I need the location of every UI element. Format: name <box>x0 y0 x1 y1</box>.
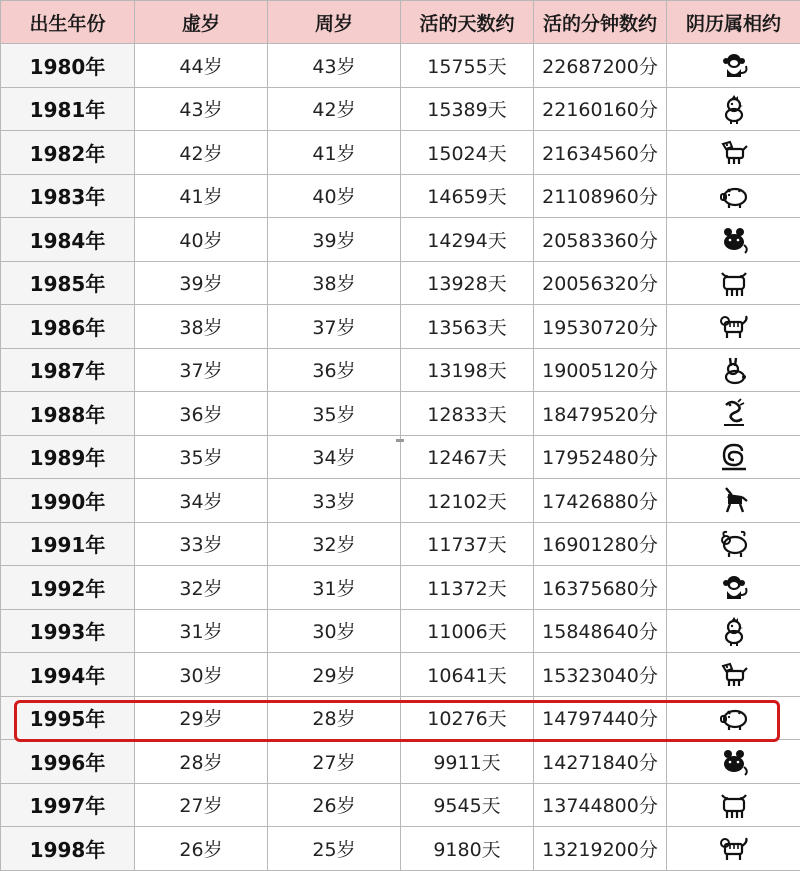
year-cell: 1984年 <box>1 218 135 262</box>
zodiac-cell <box>667 696 800 740</box>
nominal-age-cell: 39岁 <box>135 261 268 305</box>
nominal-age-cell: 27岁 <box>135 783 268 827</box>
year-cell: 1983年 <box>1 174 135 218</box>
snake-icon <box>718 441 750 473</box>
nominal-age-cell: 33岁 <box>135 522 268 566</box>
days-cell: 15389天 <box>401 87 534 131</box>
zodiac-cell <box>667 522 800 566</box>
zodiac-cell <box>667 131 800 175</box>
year-cell: 1980年 <box>1 44 135 88</box>
minutes-cell: 14797440分 <box>534 696 667 740</box>
zodiac-cell <box>667 261 800 305</box>
nominal-age-cell: 30岁 <box>135 653 268 697</box>
year-cell: 1982年 <box>1 131 135 175</box>
days-cell: 9180天 <box>401 827 534 871</box>
header-minutes-lived: 活的分钟数约 <box>534 1 667 44</box>
pig-icon <box>718 702 750 734</box>
table-row <box>1 783 800 827</box>
header-birth-year: 出生年份 <box>1 1 135 44</box>
days-cell: 12102天 <box>401 479 534 523</box>
days-cell: 11737天 <box>401 522 534 566</box>
year-cell: 1981年 <box>1 87 135 131</box>
minutes-cell: 18479520分 <box>534 392 667 436</box>
table-row <box>1 305 800 349</box>
minutes-cell: 13744800分 <box>534 783 667 827</box>
days-cell: 12467天 <box>401 435 534 479</box>
header-zodiac: 阴历属相约 <box>667 1 800 44</box>
header-days-lived: 活的天数约 <box>401 1 534 44</box>
year-cell: 1993年 <box>1 609 135 653</box>
days-cell: 14659天 <box>401 174 534 218</box>
actual-age-cell: 42岁 <box>268 87 401 131</box>
year-cell: 1986年 <box>1 305 135 349</box>
minutes-cell: 20056320分 <box>534 261 667 305</box>
table-row <box>1 174 800 218</box>
days-cell: 9911天 <box>401 740 534 784</box>
actual-age-cell: 27岁 <box>268 740 401 784</box>
nominal-age-cell: 37岁 <box>135 348 268 392</box>
year-cell: 1988年 <box>1 392 135 436</box>
table-body <box>1 44 800 871</box>
minutes-cell: 15848640分 <box>534 609 667 653</box>
actual-age-cell: 37岁 <box>268 305 401 349</box>
actual-age-cell: 36岁 <box>268 348 401 392</box>
tiger-icon <box>718 832 750 864</box>
actual-age-cell: 40岁 <box>268 174 401 218</box>
pig-icon <box>718 180 750 212</box>
table-row <box>1 522 800 566</box>
dog-icon <box>718 136 750 168</box>
actual-age-cell: 32岁 <box>268 522 401 566</box>
goat-icon <box>718 528 750 560</box>
days-cell: 12833天 <box>401 392 534 436</box>
actual-age-cell: 39岁 <box>268 218 401 262</box>
actual-age-cell: 33岁 <box>268 479 401 523</box>
year-cell: 1996年 <box>1 740 135 784</box>
minutes-cell: 21634560分 <box>534 131 667 175</box>
year-cell: 1989年 <box>1 435 135 479</box>
ox-icon <box>718 267 750 299</box>
days-cell: 9545天 <box>401 783 534 827</box>
year-cell: 1994年 <box>1 653 135 697</box>
rabbit-icon <box>718 354 750 386</box>
actual-age-cell: 29岁 <box>268 653 401 697</box>
rooster-icon <box>718 615 750 647</box>
zodiac-cell <box>667 435 800 479</box>
days-cell: 10641天 <box>401 653 534 697</box>
table-row <box>1 87 800 131</box>
year-cell: 1992年 <box>1 566 135 610</box>
nominal-age-cell: 35岁 <box>135 435 268 479</box>
dog-icon <box>718 658 750 690</box>
nominal-age-cell: 40岁 <box>135 218 268 262</box>
minutes-cell: 16375680分 <box>534 566 667 610</box>
days-cell: 11006天 <box>401 609 534 653</box>
nominal-age-cell: 28岁 <box>135 740 268 784</box>
minutes-cell: 19005120分 <box>534 348 667 392</box>
days-cell: 14294天 <box>401 218 534 262</box>
zodiac-cell <box>667 653 800 697</box>
horse-icon <box>718 484 750 516</box>
header-actual-age: 周岁 <box>268 1 401 44</box>
zodiac-cell <box>667 609 800 653</box>
days-cell: 11372天 <box>401 566 534 610</box>
year-cell: 1998年 <box>1 827 135 871</box>
actual-age-cell: 34岁 <box>268 435 401 479</box>
nominal-age-cell: 26岁 <box>135 827 268 871</box>
zodiac-cell <box>667 827 800 871</box>
nominal-age-cell: 32岁 <box>135 566 268 610</box>
minutes-cell: 15323040分 <box>534 653 667 697</box>
actual-age-cell: 26岁 <box>268 783 401 827</box>
nominal-age-cell: 36岁 <box>135 392 268 436</box>
year-cell: 1985年 <box>1 261 135 305</box>
nominal-age-cell: 29岁 <box>135 696 268 740</box>
table-row <box>1 392 800 436</box>
rooster-icon <box>718 93 750 125</box>
days-cell: 13928天 <box>401 261 534 305</box>
table-row <box>1 566 800 610</box>
minutes-cell: 22687200分 <box>534 44 667 88</box>
zodiac-cell <box>667 174 800 218</box>
zodiac-cell <box>667 218 800 262</box>
table-header <box>1 1 800 44</box>
actual-age-cell: 43岁 <box>268 44 401 88</box>
nominal-age-cell: 43岁 <box>135 87 268 131</box>
table-row <box>1 696 800 740</box>
rat-icon <box>718 745 750 777</box>
days-cell: 10276天 <box>401 696 534 740</box>
minutes-cell: 13219200分 <box>534 827 667 871</box>
days-cell: 15755天 <box>401 44 534 88</box>
minutes-cell: 21108960分 <box>534 174 667 218</box>
minutes-cell: 16901280分 <box>534 522 667 566</box>
dragon-icon <box>718 397 750 429</box>
year-cell: 1995年 <box>1 696 135 740</box>
year-cell: 1997年 <box>1 783 135 827</box>
minutes-cell: 17426880分 <box>534 479 667 523</box>
header-nominal-age: 虚岁 <box>135 1 268 44</box>
zodiac-cell <box>667 740 800 784</box>
actual-age-cell: 28岁 <box>268 696 401 740</box>
actual-age-cell: 25岁 <box>268 827 401 871</box>
table-row <box>1 827 800 871</box>
zodiac-cell <box>667 783 800 827</box>
nominal-age-cell: 34岁 <box>135 479 268 523</box>
table-row <box>1 44 800 88</box>
year-cell: 1987年 <box>1 348 135 392</box>
table-row <box>1 348 800 392</box>
table-row <box>1 609 800 653</box>
zodiac-cell <box>667 348 800 392</box>
actual-age-cell: 41岁 <box>268 131 401 175</box>
minutes-cell: 14271840分 <box>534 740 667 784</box>
table-row <box>1 131 800 175</box>
days-cell: 15024天 <box>401 131 534 175</box>
nominal-age-cell: 38岁 <box>135 305 268 349</box>
zodiac-cell <box>667 87 800 131</box>
minutes-cell: 17952480分 <box>534 435 667 479</box>
actual-age-cell: 31岁 <box>268 566 401 610</box>
actual-age-cell: 30岁 <box>268 609 401 653</box>
table-row <box>1 261 800 305</box>
nominal-age-cell: 31岁 <box>135 609 268 653</box>
actual-age-cell: 35岁 <box>268 392 401 436</box>
table-row <box>1 479 800 523</box>
year-cell: 1990年 <box>1 479 135 523</box>
monkey-icon <box>718 49 750 81</box>
actual-age-cell: 38岁 <box>268 261 401 305</box>
zodiac-cell <box>667 44 800 88</box>
table-row <box>1 653 800 697</box>
zodiac-cell <box>667 392 800 436</box>
minutes-cell: 20583360分 <box>534 218 667 262</box>
tiger-icon <box>718 310 750 342</box>
days-cell: 13198天 <box>401 348 534 392</box>
stray-mark <box>396 439 404 442</box>
zodiac-cell <box>667 479 800 523</box>
ox-icon <box>718 789 750 821</box>
year-cell: 1991年 <box>1 522 135 566</box>
nominal-age-cell: 41岁 <box>135 174 268 218</box>
table-row <box>1 740 800 784</box>
nominal-age-cell: 44岁 <box>135 44 268 88</box>
table-row <box>1 218 800 262</box>
days-cell: 13563天 <box>401 305 534 349</box>
zodiac-cell <box>667 566 800 610</box>
nominal-age-cell: 42岁 <box>135 131 268 175</box>
rat-icon <box>718 223 750 255</box>
zodiac-cell <box>667 305 800 349</box>
minutes-cell: 19530720分 <box>534 305 667 349</box>
minutes-cell: 22160160分 <box>534 87 667 131</box>
monkey-icon <box>718 571 750 603</box>
